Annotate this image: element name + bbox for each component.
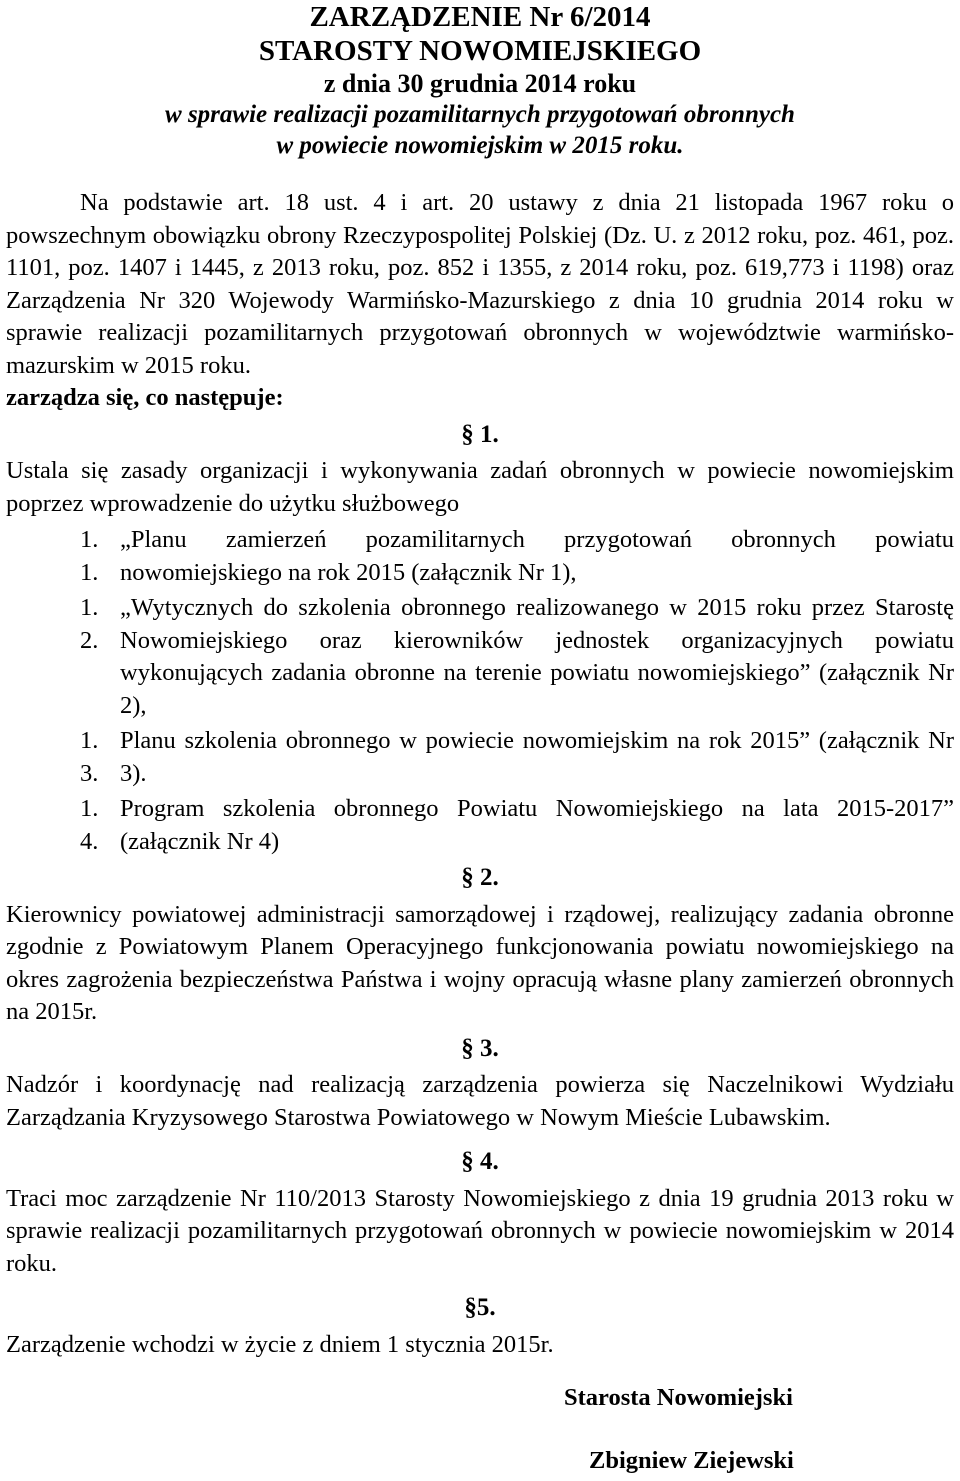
- section-4-text: Traci moc zarządzenie Nr 110/2013 Starosty Nowomiejskiego z dnia 19 grudnia 2013 roku w sprawie realizacji pozamilitarnych przygotowań obronnych w powiecie nowomiejskim w 2014 roku.: [6, 1184, 954, 1277]
- subject-line-1: w sprawie realizacji pozamilitarnych przygotowań obronnych: [165, 101, 795, 128]
- subject-line-2: w powiecie nowomiejskim w 2015 roku.: [276, 132, 684, 159]
- section-1-intro: Ustala się zasady organizacji i wykonywania zadań obronnych w powiecie nowomiejskim poprzez wprowadzenie do użytku służbowego: [6, 457, 954, 517]
- list-item-text: „Planu zamierzeń pozamilitarnych przygotowań obronnych powiatu nowomiejskiego na rok 2015 (załącznik Nr 1),: [120, 526, 954, 586]
- list-item: [6, 524, 954, 589]
- section-2-text: Kierownicy powiatowej administracji samorządowej i rządowej, realizujący zadania obronne zgodnie z Powiatowym Planem Operacyjnego funkcjonowania powiatu nowomiejskiego na okres zagrożenia bezpieczeństwa Państwa i wojny opracują własne plany zamierzeń obronnych na 2015r.: [6, 900, 954, 1025]
- section-3-heading: § 3.: [461, 1034, 499, 1062]
- list-item-number: 1. 4.: [80, 795, 99, 855]
- list-item-text: Planu szkolenia obronnego w powiecie nowomiejskim na rok 2015” (załącznik Nr 3).: [120, 727, 954, 787]
- section-5-text: Zarządzenie wchodzi w życie z dniem 1 stycznia 2015r.: [6, 1330, 554, 1358]
- list-item-text: Program szkolenia obronnego Powiatu Nowomiejskiego na lata 2015-2017” (załącznik Nr 4): [120, 795, 954, 855]
- decree-phrase: zarządza się, co następuje:: [6, 384, 284, 411]
- preamble: Na podstawie art. 18 ust. 4 i art. 20 ustawy z dnia 21 listopada 1967 roku o powszechnym obowiązku obrony Rzeczypospolitej Polskiej (Dz. U. z 2012 roku, poz. 461, poz. 1101, poz. 1407 i 1445, z 2013 roku, poz. 852 i 1355, z 2014 roku, poz. 619,773 i 1198) oraz Zarządzenia Nr 320 Wojewody Warmińsko-Mazurskiego z dnia 10 grudnia 2014 roku w sprawie realizacji pozamilitarnych przygotowań obronnych w województwie warmińsko-mazurskim w 2015 roku.: [6, 189, 954, 379]
- section-5-heading: §5.: [464, 1294, 496, 1321]
- document-page: [6, 0, 954, 1361]
- list-item-number: 1. 2.: [80, 594, 99, 654]
- issuer: STAROSTY NOWOMIEJSKIEGO: [258, 35, 702, 67]
- signature-title: Starosta Nowomiejski: [564, 1384, 793, 1411]
- list-item: [6, 592, 954, 722]
- list-item-number: 1. 1.: [80, 526, 99, 586]
- list-item: [6, 793, 954, 858]
- section-1-heading: § 1.: [461, 420, 499, 448]
- list-item-number: 1. 3.: [80, 727, 99, 787]
- section-2-heading: § 2.: [461, 864, 499, 891]
- list-item-text: „Wytycznych do szkolenia obronnego realizowanego w 2015 roku przez Starostę Nowomiejskiego oraz kierowników jednostek organizacyjnych powiatu wykonujących zadania obronne na terenie powiatu nowomiejskiego” (załącznik Nr 2),: [120, 594, 954, 719]
- document-title: ZARZĄDZENIE Nr 6/2014: [309, 1, 651, 33]
- section-4-heading: § 4.: [461, 1148, 499, 1175]
- document-date: z dnia 30 grudnia 2014 roku: [323, 69, 637, 98]
- section-3-text: Nadzór i koordynację nad realizacją zarządzenia powierza się Naczelnikowi Wydziału Zarządzania Kryzysowego Starostwa Powiatowego w Nowym Mieście Lubawskim.: [6, 1071, 954, 1131]
- signature-name: Zbigniew Ziejewski: [589, 1447, 794, 1474]
- list-item: [6, 725, 954, 790]
